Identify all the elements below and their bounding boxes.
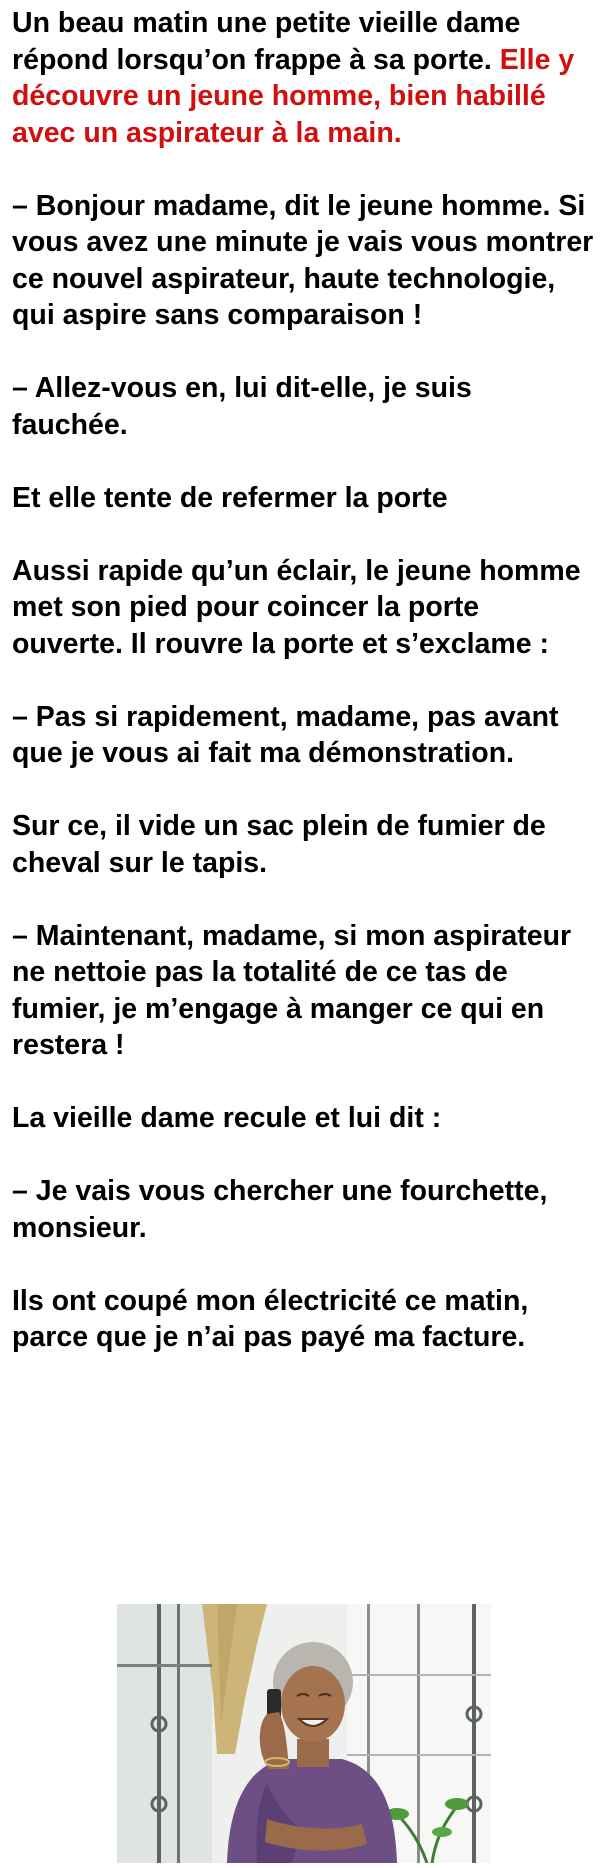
story-paragraph: Sur ce, il vide un sac plein de fumier de cheval sur le tapis. — [12, 810, 546, 879]
story-paragraph: La vieille dame recule et lui dit : — [12, 1102, 442, 1134]
story-paragraph: – Je vais vous chercher une fourchette, monsieur. — [12, 1175, 548, 1244]
story-paragraph: – Pas si rapidement, madame, pas avant que je vous ai fait ma démonstration. — [12, 700, 559, 769]
story-paragraph: – Maintenant, madame, si mon aspirateur ne nettoie pas la totalité de ce tas de fumier, je m’engage à manger ce qui en restera ! — [12, 919, 572, 1061]
old-woman-on-phone-photo — [117, 1604, 491, 1863]
photo-illustration — [117, 1604, 491, 1863]
story-paragraph: – Bonjour madame, dit le jeune homme. Si vous avez une minute je vais vous montrer ce nouvel aspirateur, haute technologie, qui aspire sans comparaison ! — [12, 189, 594, 331]
story-intro-text: Un beau matin une petite vieille dame répond lorsqu’on frappe à sa porte. — [12, 7, 521, 76]
story-paragraph: Ils ont coupé mon électricité ce matin, parce que je n’ai pas payé ma facture. — [12, 1284, 529, 1353]
story-text — [12, 5, 594, 1392]
story-intro-paragraph — [12, 5, 594, 151]
story-intro-highlight: Elle y découvre un jeune homme, bien habillé avec un aspirateur à la main. — [12, 43, 575, 149]
story-paragraph: Aussi rapide qu’un éclair, le jeune homme met son pied pour coincer la porte ouverte. Il rouvre la porte et s’exclame : — [12, 554, 581, 660]
story-paragraph: – Allez-vous en, lui dit-elle, je suis fauchée. — [12, 372, 472, 441]
story-paragraph: Et elle tente de refermer la porte — [12, 481, 448, 514]
